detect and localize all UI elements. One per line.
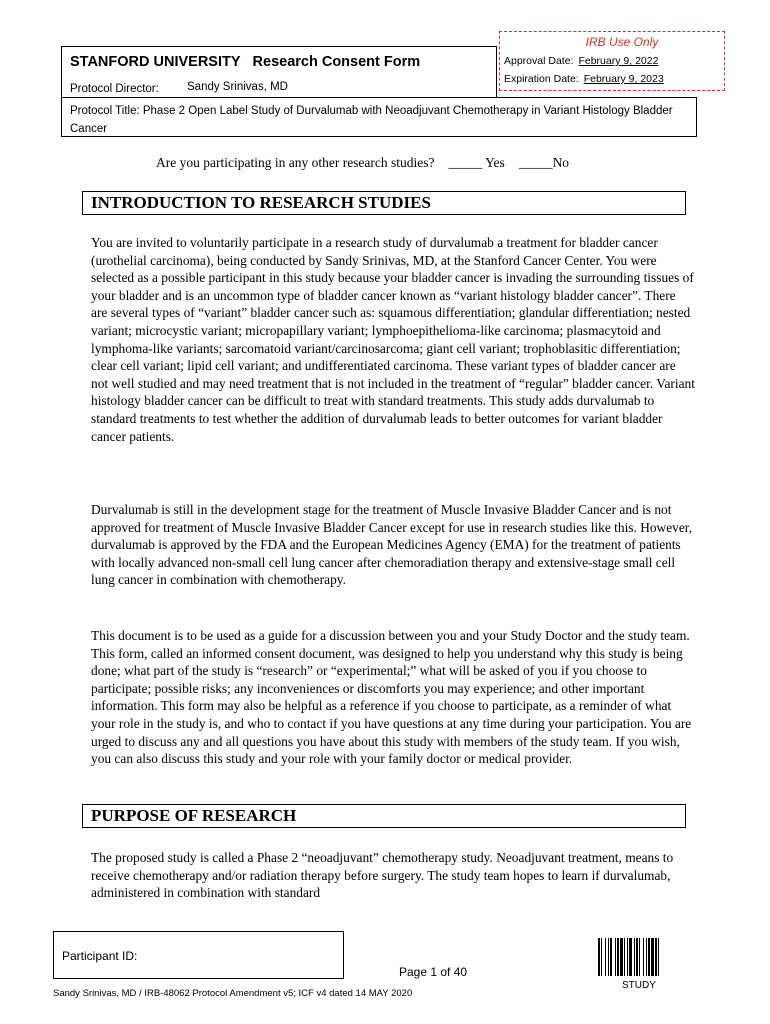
approval-date-row xyxy=(504,55,658,67)
irb-box xyxy=(499,31,725,91)
section-heading-introduction: INTRODUCTION TO RESEARCH STUDIES xyxy=(82,191,686,215)
participant-id-label: Participant ID: xyxy=(62,949,138,963)
form-type: Research Consent Form xyxy=(252,54,421,70)
barcode-label: STUDY xyxy=(622,980,656,991)
form-title xyxy=(70,54,420,70)
institution-name: STANFORD UNIVERSITY xyxy=(70,54,241,70)
protocol-director-value: Sandy Srinivas, MD xyxy=(187,81,288,93)
intro-paragraph-1: You are invited to voluntarily participate in a research study of durvalumab a treatment for bladder cancer (urothelial carcinoma), being conducted by Sandy Srinivas, MD, at the Stanford Cancer Center. You were selected as a possible participant in this study because your bladder cancer is invading the surrounding tissues of your bladder and is an uncommon type of bladder cancer known as “variant histology bladder cancer”. There are several types of “variant” bladder cancer such as: squamous differentiation; glandular differentiation; nested variant; microcystic variant; micropapillary variant; lymphoepithelioma-like carcinoma; plasmacytoid and lymphoma-like variants; sarcomatoid variant/carcinosarcoma; giant cell variant; trophoblasitic differentiation; clear cell variant; lipid cell variant; and undifferentiated carcinoma. These variant types of bladder cancer are not well studied and may need treatment that is not included in the treatment of “regular” bladder cancer. Variant histology bladder cancer can be difficult to treat with standard treatments. This study adds durvalumab to standard treatments to test whether the addition of durvalumab leads to better outcomes for variant bladder cancer patients. xyxy=(91,235,695,444)
expiration-date-row xyxy=(504,73,664,85)
form-header xyxy=(61,46,497,98)
protocol-director-label: Protocol Director: xyxy=(70,83,159,95)
protocol-title: Protocol Title: Phase 2 Open Label Study of Durvalumab with Neoadjuvant Chemotherapy in Variant Histology Bladder Cancer xyxy=(61,97,697,137)
participant-id-box[interactable] xyxy=(53,931,344,979)
barcode-icon xyxy=(598,938,686,976)
participation-question xyxy=(156,155,569,171)
intro-paragraph-3: This document is to be used as a guide for a discussion between you and your Study Doctor and the study team. This form, called an informed consent document, was designed to help you understand why this study is being done; what part of the study is “research” or “experimental;” what will be asked of you if you choose to participate; possible risks; any inconveniences or discomforts you may experience; and other important information. This form may also be helpful as a reference if you choose to participate, as a reminder of what your role in the study is, and who to contact if you have questions at any time during your participation. You are urged to discuss any and all questions you have about this study with members of the study team. If you wish, you can also discuss this study and your role with your family doctor or medical provider. xyxy=(91,628,692,767)
purpose-paragraph-1: The proposed study is called a Phase 2 “neoadjuvant” chemotherapy study. Neoadjuvant treatment, means to receive chemotherapy and/or radiation therapy before surgery. The study team hopes to learn if durvalumab, administered in combination with standard xyxy=(91,850,674,901)
irb-title: IRB Use Only xyxy=(585,35,659,49)
approval-date-value: February 9, 2022 xyxy=(578,55,659,67)
no-blank[interactable]: _____No xyxy=(518,155,570,170)
footer-note: Sandy Srinivas, MD / IRB-48062 Protocol Amendment v5; ICF v4 dated 14 MAY 2020 xyxy=(53,988,413,999)
page-number: Page 1 of 40 xyxy=(399,965,468,979)
expiration-date-label: Expiration Date: xyxy=(504,73,579,85)
intro-paragraph-2: Durvalumab is still in the development stage for the treatment of Muscle Invasive Bladder Cancer and is not approved for treatment of Muscle Invasive Bladder Cancer except for use in research studies like this. However, durvalumab is approved by the FDA and the European Medicines Agency (EMA) for the treatment of patients with locally advanced non-small cell lung cancer after chemoradiation therapy and extensive-stage small cell lung cancer in combination with chemotherapy. xyxy=(91,502,693,588)
section-heading-purpose: PURPOSE OF RESEARCH xyxy=(82,804,686,828)
question-text: Are you participating in any other research studies? xyxy=(156,155,435,170)
expiration-date-value: February 9, 2023 xyxy=(583,73,664,85)
approval-date-label: Approval Date: xyxy=(504,55,574,67)
yes-blank[interactable]: _____ Yes xyxy=(448,155,505,170)
